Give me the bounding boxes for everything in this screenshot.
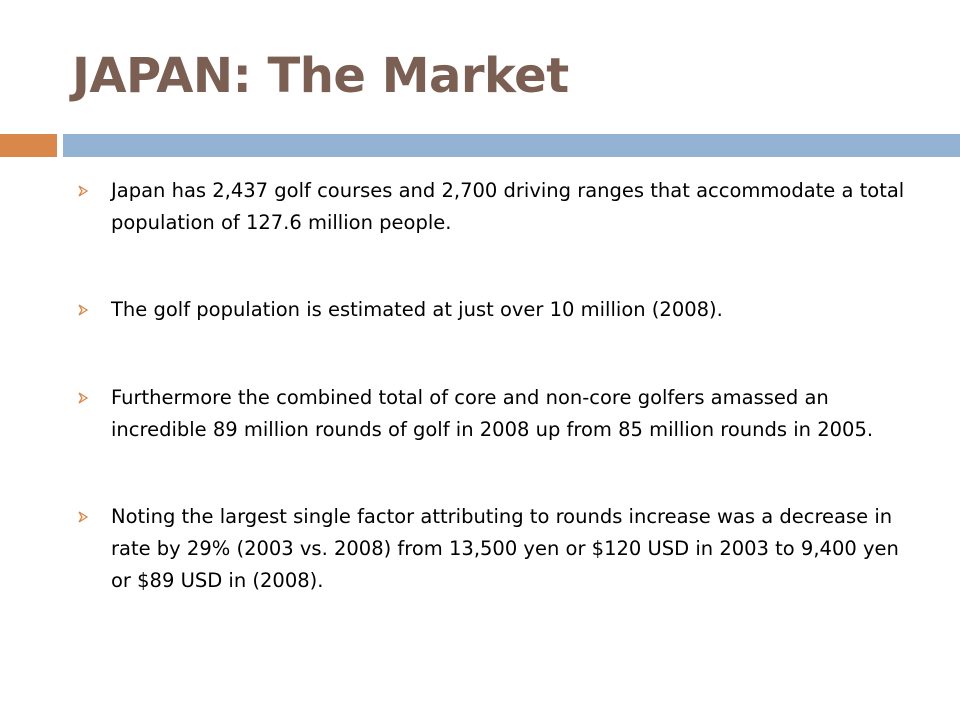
bullet-item [78, 294, 908, 326]
arrow-bullet-icon [78, 304, 89, 316]
bullet-list [78, 175, 908, 597]
bullet-text: Japan has 2,437 golf courses and 2,700 driving ranges that accommodate a total population of 127.6 million people. [111, 179, 905, 234]
bullet-item [78, 175, 908, 239]
bullet-text: Furthermore the combined total of core and non-core golfers amassed an incredible 89 million rounds of golf in 2008 up from 85 million rounds in 2005. [111, 386, 874, 441]
slide-title: JAPAN: The Market [72, 48, 569, 104]
bullet-item [78, 501, 908, 597]
arrow-bullet-icon [78, 185, 89, 197]
arrow-bullet-icon [78, 511, 89, 523]
accent-bar-blue [63, 134, 960, 157]
bullet-item [78, 382, 908, 446]
bullet-text: The golf population is estimated at just over 10 million (2008). [111, 298, 723, 321]
arrow-bullet-icon [78, 392, 89, 404]
bullet-text: Noting the largest single factor attributing to rounds increase was a decrease in rate by 29% (2003 vs. 2008) from 13,500 yen or $120 USD in 2003 to 9,400 yen or $89 USD in (2008). [111, 505, 899, 592]
accent-bar-orange [0, 134, 57, 157]
